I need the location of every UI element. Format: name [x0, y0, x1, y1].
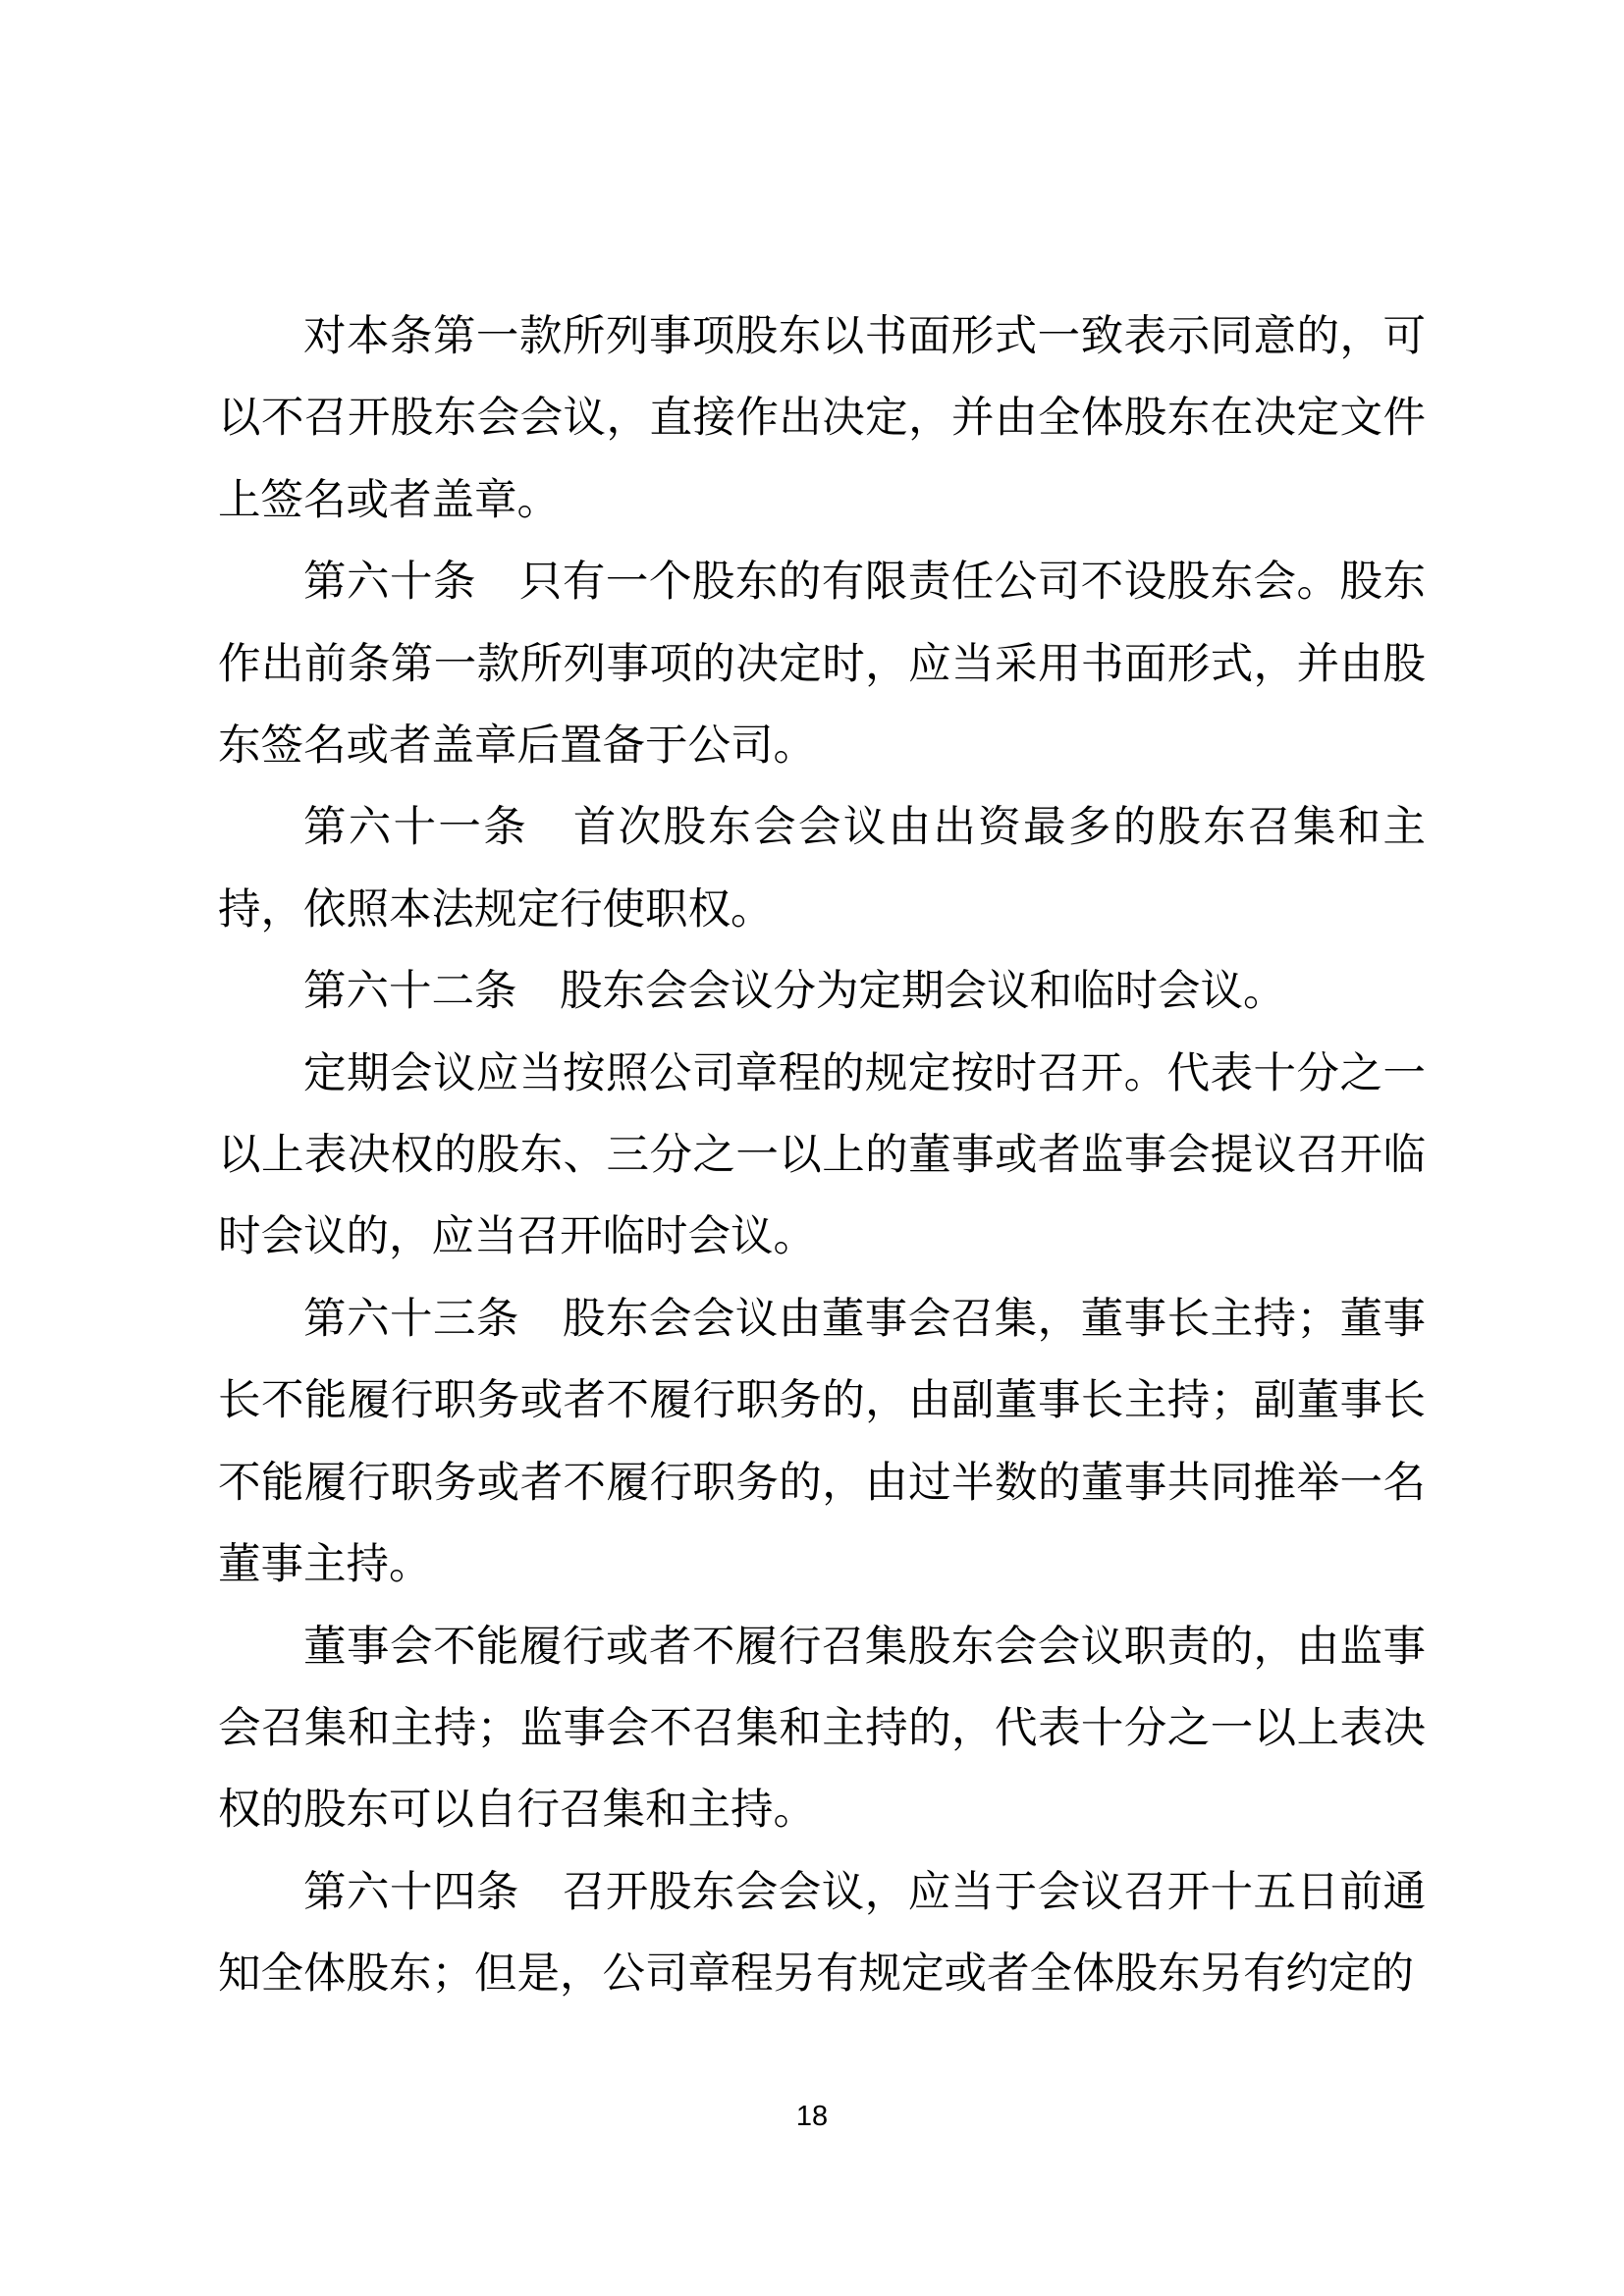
- paragraph-article-63: 第六十三条 股东会会议由董事会召集，董事长主持；董事长不能履行职务或者不履行职务的，由副董事长主持；副董事长不能履行职务或者不履行职务的，由过半数的董事共同推举一名董事主持。: [218, 1295, 1426, 1589]
- page-number: 18: [795, 2101, 829, 2132]
- paragraph-article-62-continuation: 定期会议应当按照公司章程的规定按时召开。代表十分之一以上表决权的股东、三分之一以上的董事或者监事会提议召开临时会议的，应当召开临时会议。: [218, 1049, 1426, 1261]
- paragraph-article-59-tail: 对本条第一款所列事项股东以书面形式一致表示同意的，可以不召开股东会会议，直接作出决定，并由全体股东在决定文件上签名或者盖章。: [218, 313, 1426, 524]
- paragraph-article-61: 第六十一条 首次股东会会议由出资最多的股东召集和主持，依照本法规定行使职权。: [218, 804, 1426, 934]
- paragraph-article-60: 第六十条 只有一个股东的有限责任公司不设股东会。股东作出前条第一款所列事项的决定时，应当采用书面形式，并由股东签名或者盖章后置备于公司。: [218, 559, 1426, 771]
- page-footer: [0, 2097, 1624, 2136]
- document-body: [218, 296, 1426, 2016]
- paragraph-article-62: 第六十二条 股东会会议分为定期会议和临时会议。: [303, 968, 1286, 1016]
- paragraph-article-63-continuation: 董事会不能履行或者不履行召集股东会会议职责的，由监事会召集和主持；监事会不召集和主持的，代表十分之一以上表决权的股东可以自行召集和主持。: [218, 1623, 1426, 1835]
- paragraph-article-64: 第六十四条 召开股东会会议，应当于会议召开十五日前通知全体股东；但是，公司章程另有规定或者全体股东另有约定的: [218, 1868, 1426, 1999]
